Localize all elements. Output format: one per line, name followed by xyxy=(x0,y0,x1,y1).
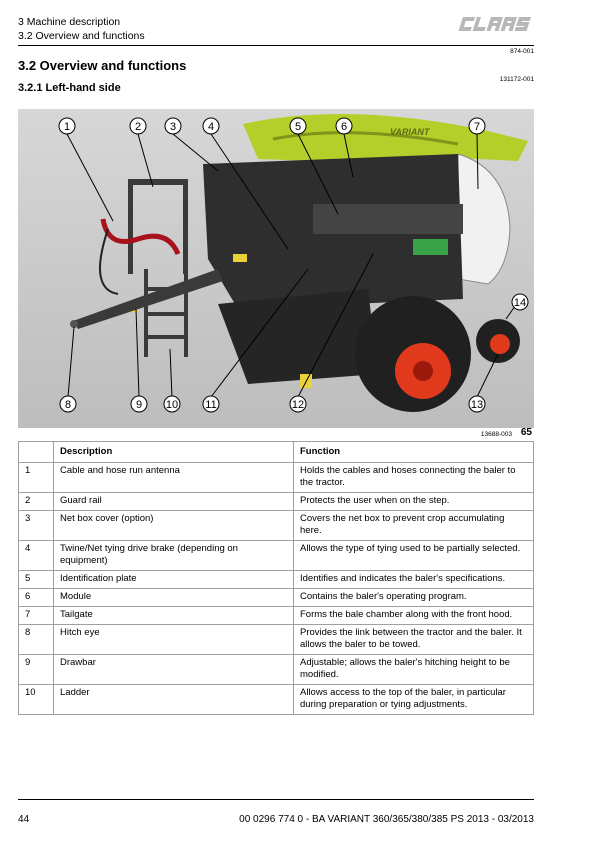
svg-text:8: 8 xyxy=(64,399,72,411)
svg-text:12: 12 xyxy=(291,399,305,411)
row-function: Covers the net box to prevent crop accumulating here. xyxy=(294,511,534,541)
figure-number: 65 xyxy=(520,427,532,438)
row-function: Contains the baler's operating program. xyxy=(294,589,534,607)
row-number: 7 xyxy=(19,607,54,625)
machine-label: VARIANT xyxy=(390,127,430,137)
callout-5 xyxy=(290,118,306,134)
row-function: Identifies and indicates the baler's specifications. xyxy=(294,571,534,589)
row-description: Identification plate xyxy=(54,571,294,589)
document-reference: 00 0296 774 0 - BA VARIANT 360/365/380/385 PS 2013 - 03/2013 xyxy=(239,814,534,825)
svg-text:11: 11 xyxy=(205,399,217,411)
svg-text:5: 5 xyxy=(294,121,302,133)
table-row xyxy=(19,463,534,493)
table-row xyxy=(19,685,534,715)
page-number: 44 xyxy=(18,814,30,825)
row-function: Protects the user when on the step. xyxy=(294,493,534,511)
footer-rule xyxy=(18,799,534,800)
row-number: 6 xyxy=(19,589,54,607)
svg-text:13: 13 xyxy=(470,399,484,411)
row-function: Forms the bale chamber along with the front hood. xyxy=(294,607,534,625)
row-function: Provides the link between the tractor and the baler. It allows the baler to be towed. xyxy=(294,625,534,655)
header-chapter: 3 Machine description xyxy=(18,16,121,28)
callout-14 xyxy=(512,294,528,310)
baler-illustration xyxy=(18,109,534,428)
row-description: Tailgate xyxy=(54,607,294,625)
row-number: 3 xyxy=(19,511,54,541)
svg-text:4: 4 xyxy=(207,121,215,133)
svg-text:10: 10 xyxy=(165,399,179,411)
svg-text:7: 7 xyxy=(473,121,481,133)
callout-6 xyxy=(336,118,352,134)
row-description: Guard rail xyxy=(54,493,294,511)
callout-3 xyxy=(165,118,181,134)
table-row xyxy=(19,607,534,625)
row-description: Ladder xyxy=(54,685,294,715)
row-function: Allows access to the top of the baler, in particular during preparation or tying adjustments. xyxy=(294,685,534,715)
page-ref-code: 874-001 xyxy=(510,48,534,55)
callout-11 xyxy=(203,396,219,412)
svg-text:9: 9 xyxy=(135,399,143,411)
table-header-row xyxy=(19,442,534,463)
baler-photo xyxy=(18,109,534,428)
svg-text:6: 6 xyxy=(340,121,348,133)
jockey-wheel xyxy=(476,319,520,363)
table-row xyxy=(19,511,534,541)
callout-1 xyxy=(59,118,75,134)
header-function: Function xyxy=(294,442,534,463)
svg-text:2: 2 xyxy=(134,121,142,133)
row-number: 1 xyxy=(19,463,54,493)
callout-7 xyxy=(469,118,485,134)
callout-10 xyxy=(164,396,180,412)
main-wheel xyxy=(355,296,471,412)
callout-12 xyxy=(290,396,306,412)
header-number-cell xyxy=(19,442,54,463)
table-row xyxy=(19,541,534,571)
svg-text:1: 1 xyxy=(63,121,71,133)
parts-table xyxy=(18,441,534,715)
callout-9 xyxy=(131,396,147,412)
row-number: 5 xyxy=(19,571,54,589)
row-function: Allows the type of tying used to be partially selected. xyxy=(294,541,534,571)
callout-8 xyxy=(60,396,76,412)
table-row xyxy=(19,655,534,685)
table-row xyxy=(19,589,534,607)
hitch-eye xyxy=(70,320,78,328)
row-number: 10 xyxy=(19,685,54,715)
callout-4 xyxy=(203,118,219,134)
row-number: 2 xyxy=(19,493,54,511)
green-plate xyxy=(413,239,448,255)
claas-logo xyxy=(456,14,534,34)
row-number: 4 xyxy=(19,541,54,571)
table-row xyxy=(19,493,534,511)
row-number: 8 xyxy=(19,625,54,655)
row-description: Module xyxy=(54,589,294,607)
callout-13 xyxy=(469,396,485,412)
row-description: Hitch eye xyxy=(54,625,294,655)
subsection-heading: 3.2.1 Left-hand side xyxy=(18,82,121,94)
table-row xyxy=(19,625,534,655)
image-ref-code: 13688-003 xyxy=(480,431,512,438)
claas-logo-mark xyxy=(458,17,531,31)
row-number: 9 xyxy=(19,655,54,685)
header-rule xyxy=(18,45,534,46)
row-description: Drawbar xyxy=(54,655,294,685)
running-header xyxy=(18,15,145,43)
header-section: 3.2 Overview and functions xyxy=(18,30,145,42)
row-function: Holds the cables and hoses connecting the baler to the tractor. xyxy=(294,463,534,493)
section-heading: 3.2 Overview and functions xyxy=(18,58,187,73)
row-description: Cable and hose run antenna xyxy=(54,463,294,493)
table-row xyxy=(19,571,534,589)
svg-text:3: 3 xyxy=(169,121,177,133)
callout-2 xyxy=(130,118,146,134)
section-ref-code: 131172-001 xyxy=(499,76,534,83)
row-function: Adjustable; allows the baler's hitching height to be modified. xyxy=(294,655,534,685)
header-description: Description xyxy=(54,442,294,463)
row-description: Twine/Net tying drive brake (depending on equipment) xyxy=(54,541,294,571)
svg-text:14: 14 xyxy=(513,297,527,309)
row-description: Net box cover (option) xyxy=(54,511,294,541)
